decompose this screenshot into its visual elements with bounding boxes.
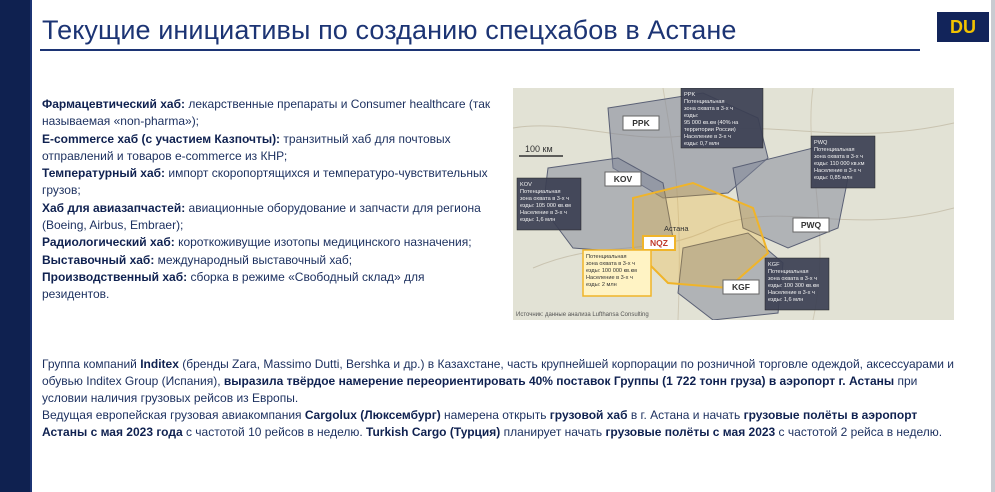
airport-code: PPK xyxy=(632,118,650,128)
map-source-note: Источник: данные анализа Lufthansa Consulting xyxy=(516,312,649,318)
hub-description: международный выставочный хаб; xyxy=(154,252,353,267)
info-line: езды: 1,6 млн xyxy=(768,297,804,303)
inditex-paragraph xyxy=(42,356,957,407)
slide-title: Текущие инициативы по созданию спецхабов в Астане xyxy=(42,15,737,45)
hub-name: Производственный хаб: xyxy=(42,269,188,284)
bottom-text-block xyxy=(42,356,957,441)
hub-item xyxy=(42,131,494,166)
airport-label-ppk xyxy=(623,116,659,130)
info-line: зона охвата в 3-х ч xyxy=(814,154,864,160)
emphasis-text: грузовые полёты в аэропорт Астаны с мая 2023 года xyxy=(42,408,918,439)
hub-description: авиационные оборудование и запчасти для региона (Boeing, Airbus, Embraer); xyxy=(42,200,481,233)
hub-description: транзитный хаб для почтовых отправлений и товаров e-commerce из КНР; xyxy=(42,131,451,163)
emphasis-text: Inditex xyxy=(140,357,179,371)
info-line: Потенциальная xyxy=(684,99,725,105)
hub-item xyxy=(42,252,494,269)
airport-label-kov xyxy=(605,172,641,186)
airport-label-pwq xyxy=(793,218,829,232)
info-box-kov xyxy=(517,178,581,230)
info-box-ppk xyxy=(681,88,763,148)
airport-code: PWQ xyxy=(800,220,822,230)
info-line: Потенциальная xyxy=(520,189,561,195)
info-line: 95 000 кв.км (40% на xyxy=(684,120,739,126)
hub-description: лекарственные препараты и Consumer healthcare (так называемая «non-pharma»); xyxy=(42,97,491,129)
hub-list xyxy=(42,96,494,304)
body-text: планирует начать xyxy=(500,425,606,439)
info-line: зона охвата в 3-х ч xyxy=(586,261,636,267)
info-line: езды: 1,6 млн xyxy=(520,217,556,223)
body-text: (бренды Zara, Massimo Dutti, Bershka и др.) в Казахстане, часть крупнейшей корпорации по розничной торговле одеждой, аксессуарами и обувью Inditex Group (Испания), xyxy=(42,357,954,388)
info-line: езды: 100 300 кв.км xyxy=(768,283,819,289)
body-text: Группа компаний xyxy=(42,357,141,371)
right-edge xyxy=(991,0,995,492)
title-underline xyxy=(40,49,920,51)
hub-name: Выставочный хаб: xyxy=(42,252,155,267)
hub-item xyxy=(42,165,494,200)
airport-code: KGF xyxy=(732,282,750,292)
body-text: намерена открыть xyxy=(440,408,550,422)
hub-name: Радиологический хаб: xyxy=(42,235,175,250)
info-box-kgf xyxy=(765,258,829,310)
info-line: езды: 100 000 кв.км xyxy=(586,268,637,274)
info-line: KGF xyxy=(768,262,780,268)
airport-label-nqz xyxy=(643,236,675,250)
emphasis-text: грузовой хаб xyxy=(549,408,628,422)
hub-name: E-commerce хаб (с участием Казпочты): xyxy=(42,131,281,146)
hub-description: импорт скоропортящихся и температуро-чувствительных грузов; xyxy=(42,166,488,198)
astana-city-label: Астана xyxy=(664,224,689,233)
left-side-strip xyxy=(0,0,30,492)
info-line: зона охвата в 3-х ч xyxy=(768,276,818,282)
body-text: с частотой 2 рейса в неделю. xyxy=(775,425,943,439)
info-box-pwq xyxy=(811,136,875,188)
info-line: PPK xyxy=(684,92,696,98)
info-line: Население в 3-х ч xyxy=(684,134,731,140)
airport-label-kgf xyxy=(723,280,759,294)
info-line: Потенциальная xyxy=(814,147,855,153)
info-line: езды: 0,7 млн xyxy=(684,141,720,147)
info-line: Население в 3-х ч xyxy=(586,275,633,281)
body-text: в г. Астана и начать xyxy=(627,408,744,422)
body-text: при условии наличия грузовых рейсов из Европы. xyxy=(42,374,918,405)
info-line: KOV xyxy=(520,182,532,188)
info-line: Население в 3-х ч xyxy=(768,290,815,296)
body-text: с частотой 10 рейсов в неделю. xyxy=(182,425,367,439)
hub-name: Температурный хаб: xyxy=(42,166,166,181)
hub-item xyxy=(42,234,494,251)
emphasis-text: Turkish Cargo (Турция) xyxy=(366,425,501,439)
info-line: Население в 3-х ч xyxy=(520,210,567,216)
info-line: зона охвата в 3-х ч xyxy=(684,106,734,112)
info-line: езды: xyxy=(684,113,699,119)
info-line: езды: 0,85 млн xyxy=(814,175,853,181)
airport-code: NQZ xyxy=(650,238,668,248)
info-line: Потенциальная xyxy=(586,254,627,260)
info-line: езды: 110 000 кв.км xyxy=(814,161,865,167)
hub-name: Фармацевтический хаб: xyxy=(42,97,186,111)
emphasis-text: Cargolux (Люксембург) xyxy=(304,408,441,422)
info-line: зона охвата в 3-х ч xyxy=(520,196,570,202)
left-accent-line xyxy=(30,0,32,492)
scale-label: 100 км xyxy=(525,144,553,154)
info-line: территории России) xyxy=(684,127,736,133)
info-line: езды: 2 млн xyxy=(586,282,617,288)
hub-item xyxy=(42,96,494,131)
info-line: Потенциальная xyxy=(768,269,809,275)
hub-description: короткоживущие изотопы медицинского назначения; xyxy=(174,235,472,250)
emphasis-text: выразила твёрдое намерение переориентировать 40% поставок Группы (1 722 тонн груза) в аэропорт г. Астаны xyxy=(223,374,895,388)
du-logo: DU xyxy=(937,12,989,42)
hub-item xyxy=(42,269,494,304)
body-text: Ведущая европейская грузовая авиакомпания xyxy=(42,408,305,422)
hub-name: Хаб для авиазапчастей: xyxy=(42,200,186,215)
coverage-map xyxy=(513,88,954,320)
info-line: PWQ xyxy=(814,140,828,146)
emphasis-text: грузовые полёты с мая 2023 xyxy=(605,425,776,439)
cargolux-paragraph xyxy=(42,407,957,441)
info-line: езды: 105 000 кв.км xyxy=(520,203,571,209)
hub-item xyxy=(42,200,494,235)
info-box-nqz xyxy=(583,250,651,296)
airport-code: KOV xyxy=(613,174,633,184)
info-line: Население в 3-х ч xyxy=(814,168,861,174)
hub-description: сборка в режиме «Свободный склад» для резидентов. xyxy=(42,269,425,302)
